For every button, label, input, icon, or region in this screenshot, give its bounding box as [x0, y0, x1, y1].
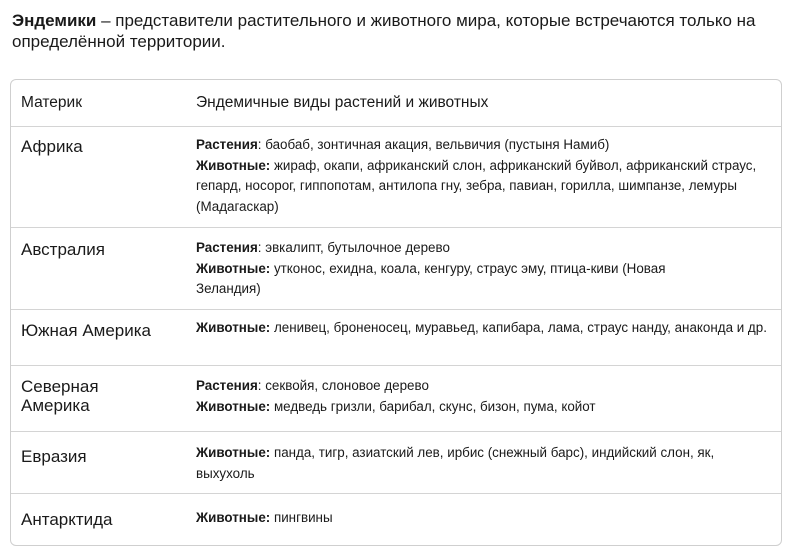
- table-row: [11, 227, 781, 309]
- table-row: [11, 493, 781, 546]
- continent-name: Австралия: [21, 240, 105, 259]
- continent-name: Южная Америка: [21, 321, 152, 340]
- plants-list: : эвкалипт, бутылочное дерево: [257, 240, 450, 255]
- animals-label: Животные:: [196, 510, 271, 525]
- continent-name: Африка: [21, 137, 83, 156]
- animals-list: пингвины: [270, 510, 333, 525]
- species-cell: [196, 376, 776, 417]
- plants-line: [196, 135, 776, 156]
- plants-label: Растения: [196, 378, 258, 393]
- animals-line: [196, 397, 776, 418]
- species-cell: [196, 238, 776, 300]
- endemics-table: [10, 79, 782, 546]
- animals-list: панда, тигр, азиатский лев, ирбис (снежный барс), индийский слон, як, выхухоль: [196, 445, 715, 481]
- continent-name: Северная Америка: [21, 377, 99, 415]
- animals-label: Животные:: [196, 260, 271, 276]
- plants-list: : секвойя, слоновое дерево: [257, 378, 429, 393]
- animals-line: [196, 508, 776, 529]
- plants-list: : баобаб, зонтичная акация, вельвичия (пустыня Намиб): [257, 137, 610, 152]
- header-species: Эндемичные виды растений и животных: [196, 94, 489, 111]
- species-cell: [196, 508, 776, 529]
- continent-name: Евразия: [21, 447, 87, 466]
- species-cell: [196, 443, 776, 484]
- plants-line: [196, 376, 776, 397]
- header-continent: Материк: [21, 94, 82, 111]
- continent-name: Антарктида: [21, 510, 113, 529]
- animals-list: ленивец, броненосец, муравьед, капибара, лама, страус нанду, анаконда и др.: [270, 320, 767, 335]
- animals-line: [196, 318, 776, 339]
- animals-label: Животные:: [196, 398, 271, 414]
- plants-line: [196, 238, 776, 259]
- intro-paragraph: [12, 10, 788, 52]
- animals-list: медведь гризли, барибал, скунс, бизон, пума, койот: [270, 398, 596, 414]
- intro-term: Эндемики: [12, 11, 97, 30]
- animals-line: [196, 443, 776, 484]
- table-row: [11, 309, 781, 365]
- animals-line: [196, 259, 666, 300]
- intro-definition: – представители растительного и животного мира, которые встречаются только на определённой территории.: [12, 11, 756, 51]
- table-row: [11, 365, 781, 431]
- animals-list: жираф, окапи, африканский слон, африканский буйвол, африканский страус, гепард, носорог, гиппопотам, антилопа гну, зебра, павиан, горилла, шимпанзе, лемуры (Мадагаскар): [196, 157, 757, 214]
- animals-label: Животные:: [196, 445, 271, 460]
- plants-label: Растения: [196, 137, 258, 152]
- animals-label: Животные:: [196, 320, 271, 335]
- animals-label: Животные:: [196, 157, 271, 173]
- plants-label: Растения: [196, 240, 258, 255]
- table-row: [11, 431, 781, 493]
- species-cell: [196, 318, 776, 339]
- species-cell: [196, 135, 776, 217]
- animals-line: [196, 156, 776, 218]
- animals-list: утконос, ехидна, коала, кенгуру, страус эму, птица-киви (Новая Зеландия): [196, 260, 666, 296]
- table-header-row: [11, 80, 781, 126]
- table-row: [11, 126, 781, 227]
